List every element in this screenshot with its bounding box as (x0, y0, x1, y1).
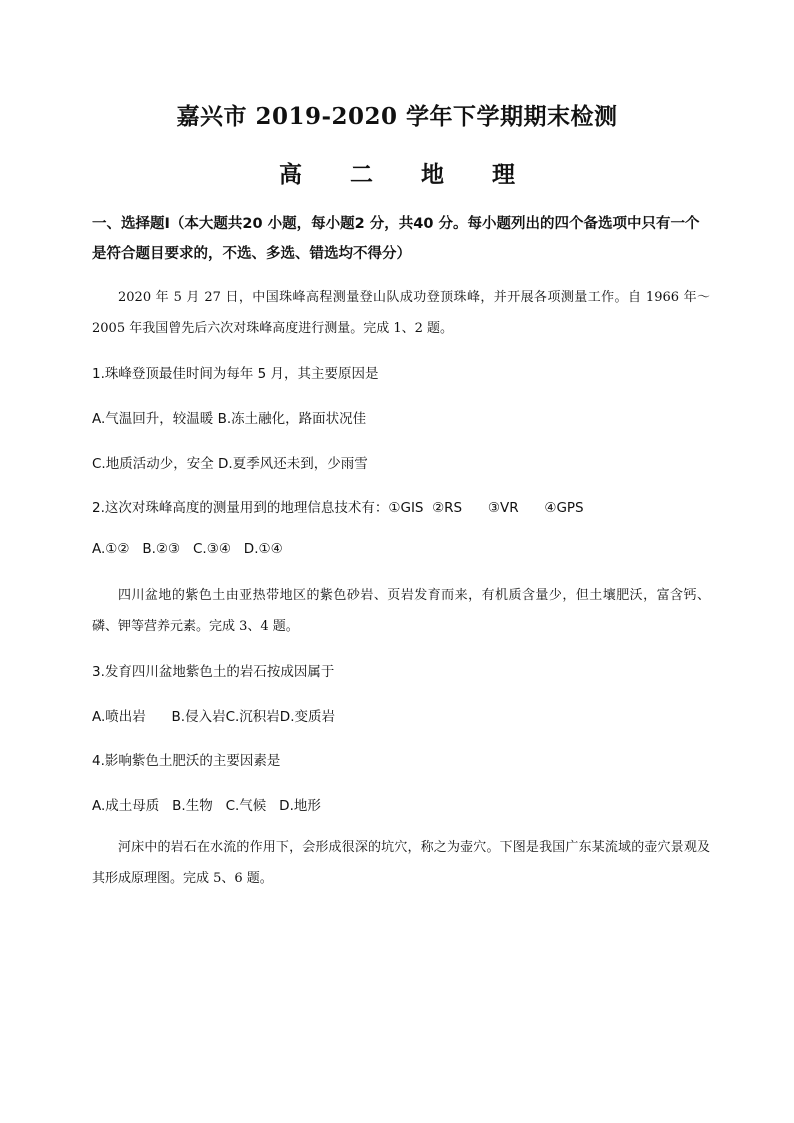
question-4-stem: 4.影响紫色土肥沃的主要因素是 (92, 753, 281, 769)
question-1-options-row-1: A.气温回升，较温暖 B.冻土融化，路面状况佳 (92, 411, 367, 427)
subtitle-char: 高 (278, 161, 302, 188)
exam-subtitle (0, 156, 794, 189)
question-1-options-row-2: C.地质活动少，安全 D.夏季风还未到，少雨雪 (92, 456, 368, 472)
question-3-options: A.喷出岩 B.侵入岩C.沉积岩D.变质岩 (92, 709, 335, 725)
question-2-stem: 2.这次对珠峰高度的测量用到的地理信息技术有：①GIS ②RS ③VR ④GPS (92, 500, 584, 516)
exam-title: 嘉兴市 2019-2020 学年下学期期末检测 (176, 103, 618, 130)
question-3-stem: 3.发育四川盆地紫色土的岩石按成因属于 (92, 664, 335, 680)
reading-passage-1: 2020 年 5 月 27 日，中国珠峰高程测量登山队成功登顶珠峰，并开展各项测量工作。自 1966 年～2005 年我国曾先后六次对珠峰高度进行测量。完成 1、2 题。 (92, 290, 710, 336)
question-2-options: A.①② B.②③ C.③④ D.①④ (92, 541, 283, 557)
section-heading: 一、选择题Ⅰ（本大题共20 小题，每小题2 分，共40 分。每小题列出的四个备选项中只有一个是符合题目要求的，不选、多选、错选均不得分） (92, 216, 700, 262)
reading-passage-3: 河床中的岩石在水流的作用下，会形成很深的坑穴，称之为壶穴。下图是我国广东某流域的壶穴景观及其形成原理图。完成 5、6 题。 (92, 840, 710, 886)
subtitle-char: 二 (349, 161, 373, 188)
subtitle-char: 地 (421, 161, 444, 188)
question-1-stem: 1.珠峰登顶最佳时间为每年 5 月，其主要原因是 (92, 366, 379, 382)
question-4-options: A.成土母质 B.生物 C.气候 D.地形 (92, 798, 321, 814)
reading-passage-2: 四川盆地的紫色土由亚热带地区的紫色砂岩、页岩发育而来，有机质含量少，但土壤肥沃，富含钙、磷、钾等营养元素。完成 3、4 题。 (92, 588, 710, 634)
subtitle-char: 理 (492, 161, 516, 188)
